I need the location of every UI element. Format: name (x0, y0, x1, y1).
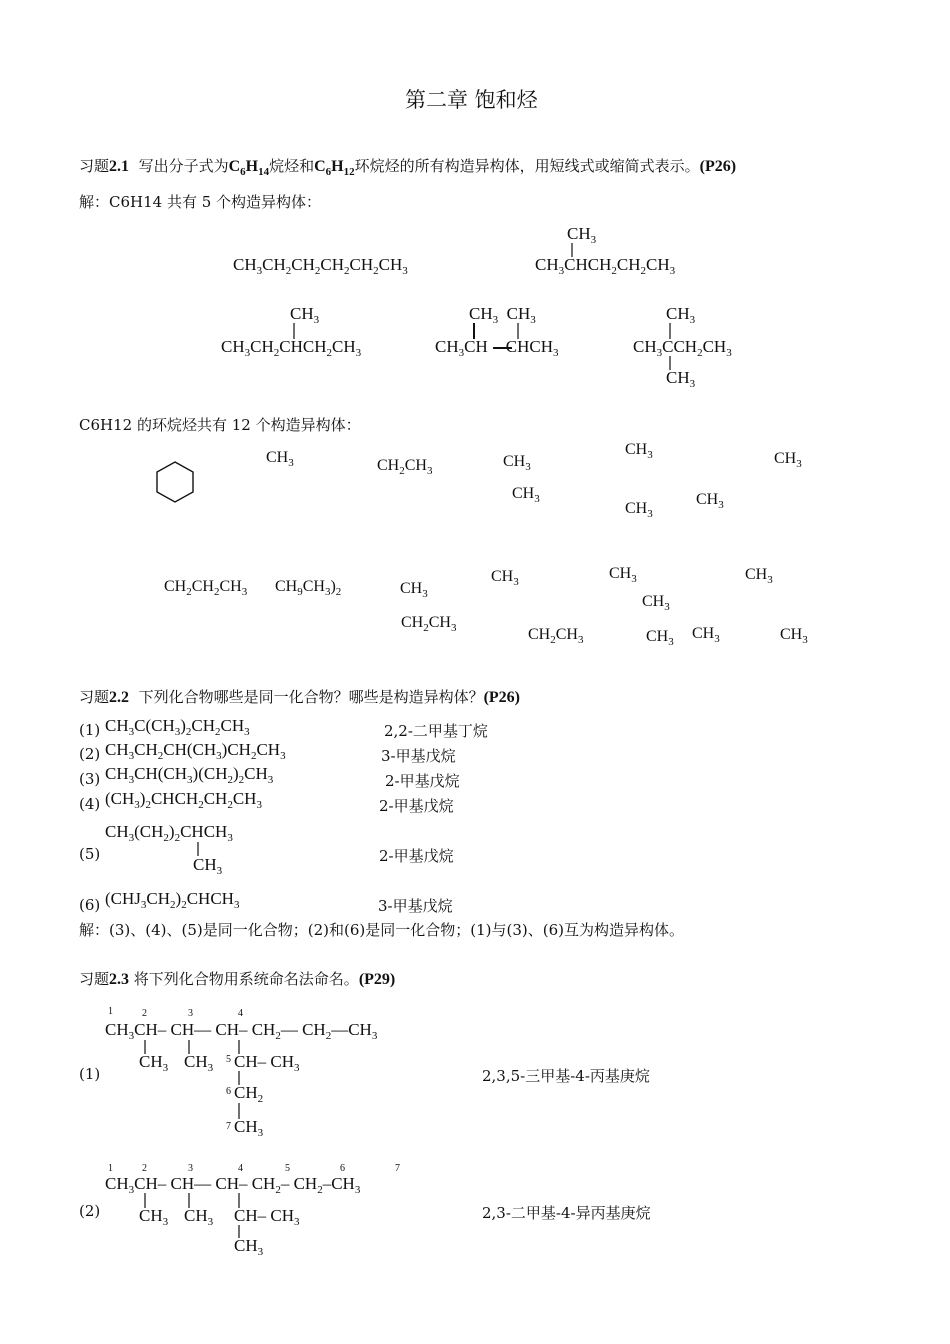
cyclohexane-ring (157, 462, 193, 502)
formula-hexane: $CH_3CH_2CH_2CH_2CH_2CH_3$ (233, 255, 408, 277)
structure-2-branch-a: $CH_3$ (139, 1206, 169, 1228)
cyclo-label-isopropyl: $CH_9CH_3)_2$ (275, 578, 342, 598)
item-2-2-6-name: 3-甲基戊烷 (378, 897, 453, 915)
formula-2-2-dimethylbutane-bottom: $CH_3$ (666, 368, 696, 390)
cyclo-label-methyl-k: $CH_3$ (646, 628, 674, 648)
locant-2b-3: 3 (188, 1163, 193, 1174)
formula-2-3-dimethylbutane: $CH_3CH$ $CHCH_3$ (435, 337, 559, 359)
locant-2b-1: 1 (108, 1163, 113, 1174)
formula-2-2-dimethylbutane-top: $CH_3$ (666, 304, 696, 326)
item-2-2-6-formula: $(CHJ_3CH_2)_2CHCH_3$ (105, 889, 240, 911)
locant-7: 7 (226, 1121, 231, 1132)
structure-1-main: $CH_3CH-$ CH— CH– $CH_2—$ $CH_2—CH_3$ (105, 1020, 378, 1042)
formula-2-3-dimethylbutane-top: $CH_3$ $CH_3$ (469, 304, 536, 326)
locant-2b-7: 7 (395, 1163, 400, 1174)
structure-2-ch3: $CH_3$ (234, 1236, 264, 1258)
formula-3-methylpentane-top: $CH_3$ (290, 304, 320, 326)
formula-3-methylpentane: $CH_3CH_2CHCH_2CH_3$ (221, 337, 362, 359)
locant-2: 2 (142, 1008, 147, 1019)
item-2-2-4-name: 2-甲基戊烷 (379, 797, 454, 815)
item-2-3-2-name: 2,3-二甲基-4-异丙基庚烷 (482, 1204, 651, 1222)
item-2-2-2-name: 3-甲基戊烷 (381, 747, 456, 765)
structure-1-ch2: $CH_2$ (234, 1083, 264, 1105)
structure-1-ch3: $CH_3$ (234, 1117, 264, 1139)
structure-2-branch-b: $CH_3$ (184, 1206, 214, 1228)
item-2-2-3-formula: $CH_3CH(CH_3)(CH_2)_2CH_3$ (105, 764, 274, 786)
structure-1-branch-b: $CH_3$ (184, 1052, 214, 1074)
cyclo-label-methyl-f: $CH_3$ (774, 450, 802, 470)
item-2-2-1-num: (1) (79, 721, 101, 739)
cyclo-label-ethyl: $CH_2CH_3$ (377, 457, 433, 477)
cyclo-label-ethyl-c: $CH_2CH_3$ (528, 626, 584, 646)
cyclo-label-methyl-m: $CH_3$ (745, 566, 773, 586)
answer-2-1: 解：C6H14 共有 5 个构造异构体： (79, 193, 322, 211)
locant-2b-6: 6 (340, 1163, 345, 1174)
locant-5: 5 (226, 1054, 231, 1065)
question-2-1: 习题2.1 写出分子式为$C_6H_{14}$烷烃和$C_6H_{12}$环烷烃的所有构造异构体，用短线式或缩简式表示。(P26) (79, 157, 737, 178)
cyclo-label-methyl: $CH_3$ (266, 449, 294, 469)
item-2-2-2-num: (2) (79, 745, 101, 763)
cyclo-label-methyl-i: $CH_3$ (609, 565, 637, 585)
answer-2-2: 解：(3)、(4)、(5)是同一化合物；(2)和(6)是同一化合物；(1)与(3)、(6)互为构造异构体。 (79, 921, 684, 939)
item-2-2-2-formula: $CH_3CH_2CH(CH_3)CH_2CH_3$ (105, 740, 286, 762)
locant-6: 6 (226, 1086, 231, 1097)
locant-1: 1 (108, 1006, 113, 1017)
structure-2-branch-c: CH– $CH_3$ (234, 1206, 300, 1228)
page-title: 第二章 饱和烃 (405, 88, 538, 112)
cyclo-label-methyl-h: $CH_3$ (491, 568, 519, 588)
formula-2-methylpentane-top: $CH_3$ (567, 224, 597, 246)
cyclo-label-ethyl-b: $CH_2CH_3$ (401, 614, 457, 634)
cyclo-label-methyl-j: $CH_3$ (642, 593, 670, 613)
item-2-2-4-num: (4) (79, 795, 101, 813)
item-2-2-6-num: (6) (79, 896, 101, 914)
structure-2-main: $CH_3CH-$ CH— CH– $CH_2-$ $CH_2-CH_3$ (105, 1174, 361, 1196)
cyclo-label-propyl: $CH_2CH_2CH_3$ (164, 578, 248, 598)
item-2-2-3-num: (3) (79, 770, 101, 788)
cyclo-label-methyl-c: $CH_3$ (625, 441, 653, 461)
question-2-3: 习题2.3 将下列化合物用系统命名法命名。(P29) (79, 970, 396, 988)
item-2-2-5-num: (5) (79, 845, 101, 863)
item-2-3-1-name: 2,3,5-三甲基-4-丙基庚烷 (482, 1067, 650, 1085)
locant-2b-2: 2 (142, 1163, 147, 1174)
cyclo-label-methyl-g: $CH_3$ (400, 580, 428, 600)
formula-2-methylpentane: $CH_3CHCH_2CH_2CH_3$ (535, 255, 676, 277)
item-2-2-5-name: 2-甲基戊烷 (379, 847, 454, 865)
cyclo-label-methyl-d: $CH_3$ (625, 500, 653, 520)
item-2-3-1-num: (1) (79, 1065, 101, 1083)
locant-2b-5: 5 (285, 1163, 290, 1174)
item-2-2-4-formula: $(CH_3)_2CHCH_2CH_2CH_3$ (105, 789, 262, 811)
locant-3: 3 (188, 1008, 193, 1019)
structure-1-branch-c: CH– $CH_3$ (234, 1052, 300, 1074)
structure-1-branch-a: $CH_3$ (139, 1052, 169, 1074)
cyclo-label-methyl-n: $CH_3$ (780, 626, 808, 646)
locant-4: 4 (238, 1008, 243, 1019)
question-2-2: 习题2.2 下列化合物哪些是同一化合物？哪些是构造异构体？(P26) (79, 688, 521, 706)
item-2-2-5-formula-branch: $CH_3$ (193, 855, 223, 877)
item-2-3-2-num: (2) (79, 1202, 101, 1220)
cyclo-label-methyl-b: $CH_3$ (512, 485, 540, 505)
item-2-2-1-name: 2,2-二甲基丁烷 (384, 722, 488, 740)
item-2-2-5-formula: $CH_3(CH_2)_2CHCH_3$ (105, 822, 233, 844)
cyclo-label-methyl-l: $CH_3$ (692, 625, 720, 645)
item-2-2-1-formula: $CH_3C(CH_3)_2CH_2CH_3$ (105, 716, 250, 738)
cyclo-label-methyl-a: $CH_3$ (503, 453, 531, 473)
formula-2-2-dimethylbutane: $CH_3CCH_2CH_3$ (633, 337, 732, 359)
item-2-2-3-name: 2-甲基戊烷 (385, 772, 460, 790)
cyclo-label-methyl-e: $CH_3$ (696, 491, 724, 511)
locant-2b-4: 4 (238, 1163, 243, 1174)
cyclo-intro: C6H12 的环烷烃共有 12 个构造异构体： (79, 416, 361, 434)
